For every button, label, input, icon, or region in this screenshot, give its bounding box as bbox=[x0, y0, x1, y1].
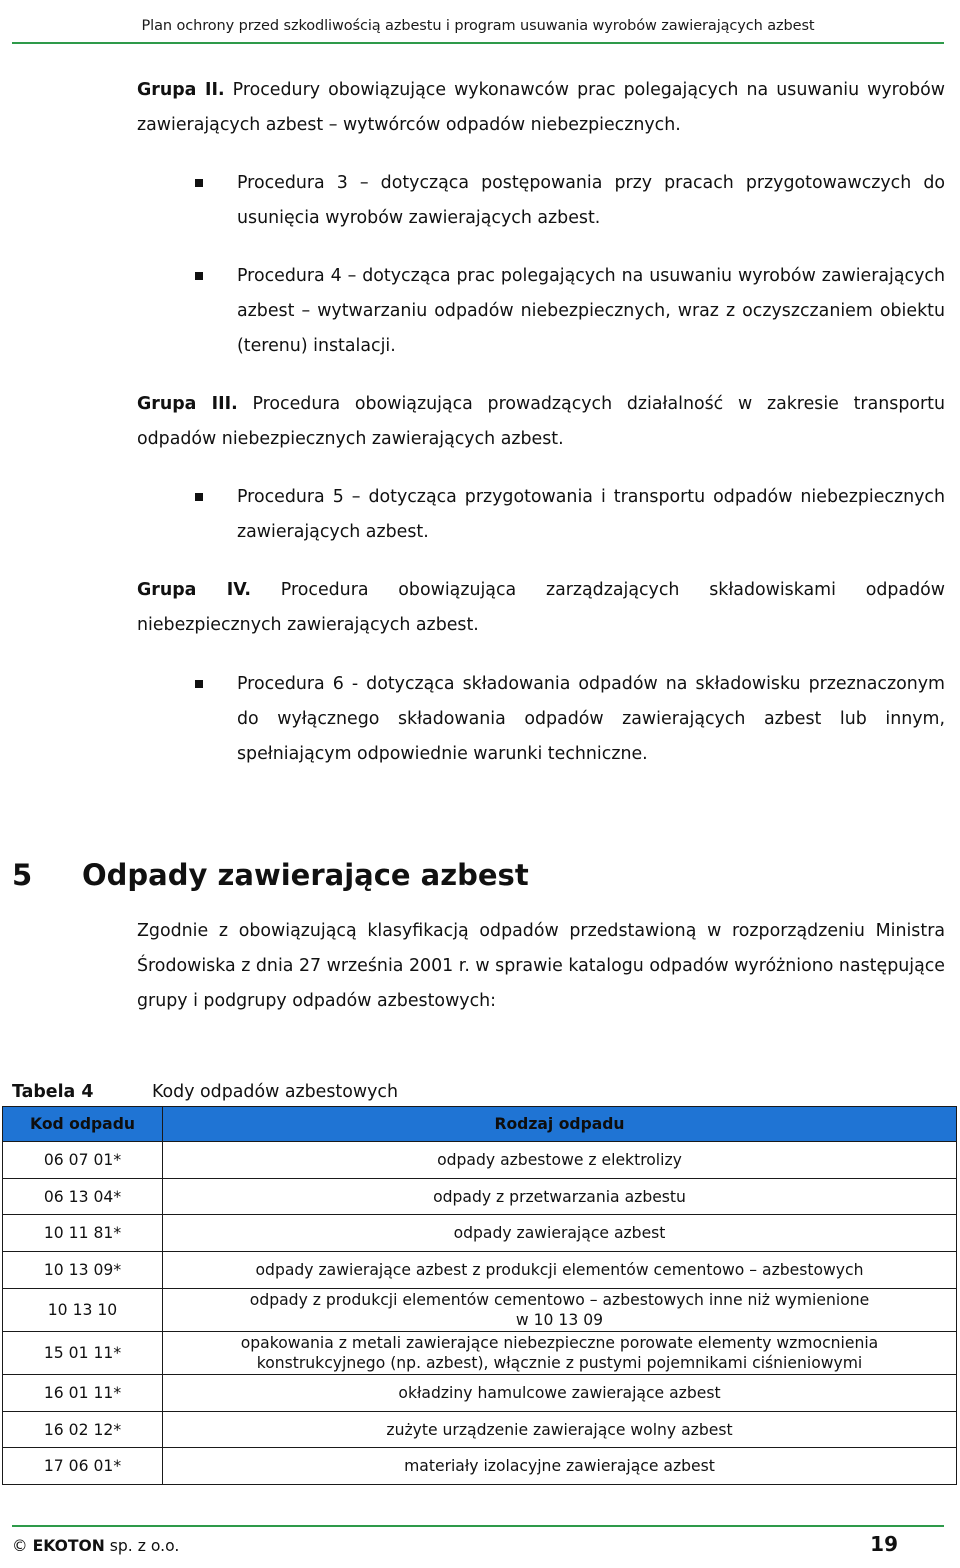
section-intro bbox=[137, 914, 945, 1019]
group-4-text: Procedura obowiązująca zarządzających składowiskami odpadów niebezpiecznych zawierających azbest. bbox=[137, 580, 945, 635]
company-name: EKOTON bbox=[32, 1537, 105, 1555]
section-number: 5 bbox=[12, 858, 33, 892]
table-row bbox=[3, 1375, 957, 1412]
table-row bbox=[3, 1332, 957, 1375]
section-intro-text: Zgodnie z obowiązującą klasyfikacją odpadów przedstawioną w rozporządzeniu Ministra Środowiska z dnia 27 września 2001 r. w sprawie katalogu odpadów wyróżniono następujące grupy i podgrupy odpadów azbestowych: bbox=[137, 921, 945, 1011]
procedure-4-text: Procedura 4 – dotycząca prac polegających na usuwaniu wyrobów zawierających azbest – wytwarzaniu odpadów niebezpiecznych, wraz z oczyszczaniem obiektu (terenu) instalacji. bbox=[237, 266, 945, 356]
bullet-square-icon bbox=[195, 680, 203, 688]
waste-type: odpady z przetwarzania azbestu bbox=[163, 1179, 957, 1215]
waste-type: opakowania z metali zawierające niebezpieczne porowate elementy wzmocnienia konstrukcyjnego (np. azbest), włącznie z pustymi pojemnikami ciśnieniowymi bbox=[163, 1332, 957, 1375]
waste-type: zużyte urządzenie zawierające wolny azbest bbox=[163, 1412, 957, 1448]
procedure-6-text: Procedura 6 - dotycząca składowania odpadów na składowisku przeznaczonym do wyłącznego składowania odpadów zawierających azbest lub innym, spełniającym odpowiednie warunki techniczne. bbox=[237, 674, 945, 764]
copyright-symbol: © bbox=[12, 1537, 28, 1555]
procedure-6-item bbox=[237, 667, 945, 772]
table-caption-text: Kody odpadów azbestowych bbox=[152, 1082, 398, 1102]
page-number: 19 bbox=[870, 1532, 898, 1556]
waste-code: 10 13 10 bbox=[3, 1289, 163, 1332]
group-3-label: Grupa III. bbox=[137, 394, 238, 414]
table-label: Tabela 4 bbox=[12, 1082, 94, 1102]
table-row bbox=[3, 1448, 957, 1485]
group-2-label: Grupa II. bbox=[137, 80, 225, 100]
waste-type: odpady zawierające azbest bbox=[163, 1215, 957, 1252]
waste-code: 10 13 09* bbox=[3, 1252, 163, 1289]
waste-type: odpady z produkcji elementów cementowo – azbestowych inne niż wymienione w 10 13 09 bbox=[163, 1289, 957, 1332]
header-rule bbox=[12, 42, 944, 44]
table-row bbox=[3, 1179, 957, 1215]
procedure-5-text: Procedura 5 – dotycząca przygotowania i transportu odpadów niebezpiecznych zawierających azbest. bbox=[237, 487, 945, 542]
waste-type: odpady azbestowe z elektrolizy bbox=[163, 1142, 957, 1179]
waste-code: 15 01 11* bbox=[3, 1332, 163, 1375]
table-row bbox=[3, 1215, 957, 1252]
column-header-type: Rodzaj odpadu bbox=[163, 1107, 957, 1142]
table-row bbox=[3, 1142, 957, 1179]
section-title: Odpady zawierające azbest bbox=[82, 858, 529, 892]
group-2-text: Procedury obowiązujące wykonawców prac polegających na usuwaniu wyrobów zawierających azbest – wytwórców odpadów niebezpiecznych. bbox=[137, 80, 945, 135]
section-heading bbox=[12, 858, 529, 892]
waste-type: odpady zawierające azbest z produkcji elementów cementowo – azbestowych bbox=[163, 1252, 957, 1289]
group-4-label: Grupa IV. bbox=[137, 580, 252, 600]
bullet-square-icon bbox=[195, 493, 203, 501]
table-row bbox=[3, 1412, 957, 1448]
column-header-code: Kod odpadu bbox=[3, 1107, 163, 1142]
waste-code: 06 13 04* bbox=[3, 1179, 163, 1215]
waste-type: materiały izolacyjne zawierające azbest bbox=[163, 1448, 957, 1485]
waste-code: 17 06 01* bbox=[3, 1448, 163, 1485]
footer-rule bbox=[12, 1525, 944, 1527]
bullet-square-icon bbox=[195, 179, 203, 187]
waste-code: 06 07 01* bbox=[3, 1142, 163, 1179]
waste-code: 10 11 81* bbox=[3, 1215, 163, 1252]
footer-copyright bbox=[12, 1537, 179, 1555]
page-header: Plan ochrony przed szkodliwością azbestu i program usuwania wyrobów zawierających azbest bbox=[141, 18, 815, 34]
group-4-paragraph bbox=[137, 573, 945, 643]
procedure-3-text: Procedura 3 – dotycząca postępowania przy pracach przygotowawczych do usunięcia wyrobów zawierających azbest. bbox=[237, 173, 945, 228]
company-suffix: sp. z o.o. bbox=[109, 1537, 180, 1555]
group-3-text: Procedura obowiązująca prowadzących działalność w zakresie transportu odpadów niebezpiecznych zawierających azbest. bbox=[137, 394, 945, 449]
procedure-4-item bbox=[237, 259, 945, 364]
table-caption bbox=[12, 1082, 398, 1102]
group-3-paragraph bbox=[137, 387, 945, 457]
procedure-3-item bbox=[237, 166, 945, 236]
procedure-5-item bbox=[237, 480, 945, 550]
table-header-row bbox=[3, 1107, 957, 1142]
bullet-square-icon bbox=[195, 272, 203, 280]
waste-codes-table bbox=[2, 1106, 957, 1485]
group-2-paragraph bbox=[137, 73, 945, 143]
waste-code: 16 01 11* bbox=[3, 1375, 163, 1412]
waste-type: okładziny hamulcowe zawierające azbest bbox=[163, 1375, 957, 1412]
table-row bbox=[3, 1289, 957, 1332]
waste-code: 16 02 12* bbox=[3, 1412, 163, 1448]
table-row bbox=[3, 1252, 957, 1289]
